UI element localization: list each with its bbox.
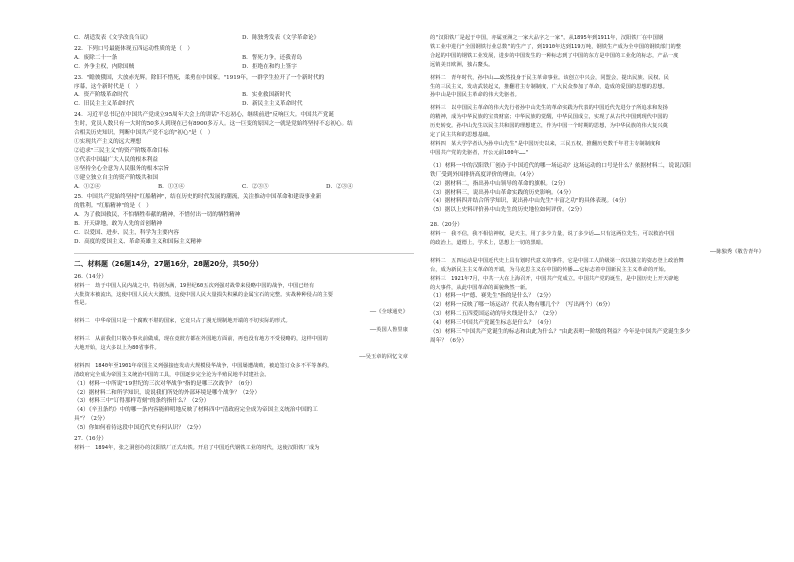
right-column: [430, 34, 770, 346]
q28-question: （1）材料一中"德、赛先生"指的是什么？（2分）: [430, 293, 555, 300]
q24-stem: 生时，党员人数只有一大时的50多人到现在已有8900多万人。这一巨变的原因之一就是党始终坚持不忘初心。结: [74, 121, 353, 128]
q27-question: （5）据以上史料评价孙中山先生的历史地位如何评价。（2分）: [430, 207, 586, 214]
q25-stem: 25．中国共产党始终坚持"红船精神"，结在历史的时代发展的潮流，关注推动中国革命和建设事业新: [74, 194, 322, 201]
q27-material: 材料一 1894年，张之洞创办的汉阳铁厂正式出铁。开启了中国近代钢铁工业的时代，这使汉阳铁厂成为: [74, 444, 320, 451]
q26-material: 性是。: [74, 300, 90, 307]
q28-source: ——陈独秀《敬告青年》: [709, 248, 764, 255]
q23-stem: 序幕，这个新时代是（ ）: [74, 83, 142, 90]
option: B．实业救国新时代: [242, 92, 291, 99]
q26-material: 大批资本被流出，这使中国人民大大激愤，这使中国人民大量损失积累的金属宝石的完整。实战种种侵占的主要: [74, 291, 334, 298]
q26-question: （3）材料三中"订得那样苛刻"的条约指什么？（2分）: [74, 398, 210, 405]
option: D．陈独秀发表《文学革命论》: [242, 35, 320, 41]
q28-material: 台，成为新民主主义革命的开端，为马克思主义在中国的传播……它标志着中国新民主主义革命的开始。: [430, 266, 670, 273]
option: A．①②④: [74, 183, 101, 190]
q26-material: 清政府完全成为帝国主义统治中国的工具，中国逐步完全沦为半殖民地半封建社会。: [74, 371, 270, 378]
option: A．废除二十一条: [74, 54, 118, 61]
q23-stem: 23．"瞻彼俄国，大放赤光辉。除旧不惜死，柔勇在中国家。"1919年，一群学生拉开了一个新时代的: [74, 74, 325, 81]
q27-material: 材料四 某大学学者认为孙中山先生"是中国历史以来，三民五权，推翻历史数千年君主专制制度和: [430, 140, 661, 147]
q28-question: （2）材料一反映了哪一场运动？代表人物有哪几个？（写出两个）（6分）: [430, 302, 614, 309]
q28-material: 的政治上，道德上，学术上，思想上一切的黑暗。: [430, 240, 547, 247]
option: A．资产阶级革命时代: [74, 92, 129, 99]
q26-question: （4）《辛丑条约》中的哪一条内容能鲜明地反映了材料四中"清政府完全成为帝国主义统治中国的工: [74, 407, 318, 414]
q24-item: ②追求"三民主义"的资产阶级革命目标: [74, 147, 169, 154]
q24-item: ④坚持全心全意为人民服务的根本宗旨: [74, 165, 170, 172]
q27-question: （1）材料一中的汉阳铁厂创办于中国近代的哪一场运动？这场运动的口号是什么？依据材料二，说说汉阳: [430, 162, 691, 169]
option: D．新民主主义革命时代: [242, 101, 303, 108]
q27-question: 铁厂受到外国排挤高度评价的理由。（4分）: [430, 171, 538, 178]
q26-question: （2）据材料二和所学知识，说说我们所处的外部环境是哪个战争？（2分）: [74, 389, 261, 396]
left-column: [74, 34, 414, 453]
q28-question: （4）材料三中国共产党诞生标志是什么？（4分）: [430, 320, 555, 327]
q22-options-row1: [74, 54, 414, 63]
q28-heading: 28.（20分）: [430, 222, 463, 229]
q21-options: [74, 34, 414, 43]
q27-material: 中国共产党的先驱者，开公元前100年……": [430, 149, 529, 156]
q26-material: 大地开始，这大多以上为80省事件。: [74, 345, 160, 351]
q27-material: 材料二 青年时代，孙中山……致然投身于民主革命事业。该创立中兴会，同盟会，提出民族、民权、民: [430, 74, 670, 81]
q23-options-row1: [74, 91, 414, 100]
q27-question: （4）据材料四并结合所学知识，说出孙中山先生"丰富之功"的具体表现。（4分）: [430, 198, 630, 205]
q24-options: [74, 183, 414, 192]
q28-question: 周年？（6分）: [430, 338, 468, 344]
option: C．旧民主主义革命时代: [74, 101, 135, 108]
q22-options-row2: [74, 63, 414, 72]
q27-material: 合起的中国的钢铁工业发展，进步的中国发生的一种标志到了中国的东方是中国的工业化的标志，产品一度: [430, 52, 679, 59]
q27-material: 历史转变。孙中山先生以民主共和国的理想建立，作为中国一个时期的思想，为中华民族的伟大复兴奠: [430, 123, 668, 130]
q25-option: A．为了救国救民，不怕牺牲奉献的精神，不惜付出一切的牺牲精神: [74, 212, 241, 219]
q24-item: ①实现共产主义的远大理想: [74, 138, 142, 145]
q27-question: （2）据材料二，指出孙中山领导的革命的旗帜。（2分）: [430, 180, 569, 187]
q23-options-row2: [74, 100, 414, 109]
q27-material: 孙中山是中国民主革命的伟大先驱者。: [430, 92, 520, 99]
q26-source: ——《全球通史》: [369, 309, 408, 316]
q26-material: 材料一 劫于中国人民内战之中，特别为满，19世纪60五次列强对战带来侵略中国的战争，中国已经有: [74, 282, 315, 289]
q25-option: D．高度的爱国主义、革命英雄主义和国际主义精神: [74, 238, 202, 245]
option: B．誓死力争，还我青岛: [242, 54, 303, 61]
q24-item: ③代表中国最广大人民的根本利益: [74, 156, 158, 163]
q24-item: ⑤建立独立自主的资产阶级共和国: [74, 174, 158, 181]
q27-question: （3）据材料三，说出孙中山革命实践的历史影响。（4分）: [430, 189, 575, 196]
q26-material: 材料二 中华帝国只是一个腐败不堪的国家，它竟只占了漫无规制地开端的不切实际的形式。: [74, 318, 291, 325]
option: B．①③④: [158, 183, 185, 190]
option: D．拒绝在和约上签字: [242, 63, 297, 70]
option: C．胡适发表《文学改良刍议》: [74, 35, 151, 41]
q26-material: 材料三 从前我们只敬办事火前做成，现在竟彼方都在外国地方面前，再也没有地方不受侵略的，这样中国的: [74, 336, 328, 343]
q28-material: 材料二 五四运动是中国近代史上具有划时代意义的事件，它是中国工人阶级第一次以独立的姿态登上政治舞: [430, 257, 684, 264]
q27-material: 铁工业中进行"全国钢铁行业总数"的生产了，到1910年达到119万吨，钢铁生产成为全中国的钢铁部门的整: [430, 43, 682, 50]
q27-material: 远销美日欧洲，独占鳌头。: [430, 61, 494, 68]
q28-question: （5）材料三"中国共产党诞生的标志和由此为什么？"由此表明一阶级的利益？今年是中国共产党诞生多少: [430, 329, 691, 336]
option: C．外争主权，内除国贼: [74, 63, 135, 70]
q27-material: 定了民主共和的思想基础。: [430, 132, 494, 139]
q27-material: 的精神，成为中华民族的宝贵财富；中华民族的觉醒，中华民国成立，实现了从古代中国到现代中国的: [430, 114, 668, 121]
q26-source: ——英国人鲁里康: [369, 327, 408, 334]
q27-material: 材料三 以中国民主革命的伟大先行者孙中山先生的革命实践为代表的中国近代先进分子所追求和发扬: [430, 105, 668, 112]
q24-stem: 24．习近平总书记在中国共产党成立95周年大会上的讲话"不忘初心，继续前进"反响巨大。中国共产党诞: [74, 112, 334, 119]
option: D．②③④: [326, 183, 353, 190]
q27-heading: 27.（16分）: [74, 436, 107, 443]
q24-stem: 合相关历史知识，判断中国共产党不忘的"初心"是（ ）: [74, 130, 214, 137]
q25-stem: 的胜利。"红船精神"的是（ ）: [74, 203, 152, 210]
q26-question: （5）你如何看待这段中国近代史有何认识？（2分）: [74, 425, 205, 432]
q25-option: C．以爱国、进步、民主，科学为主要内容: [74, 230, 179, 237]
q28-material: 的大事件，从此中国革命的面貌焕然一新。: [430, 284, 531, 291]
q26-heading: 26.（14分）: [74, 273, 107, 280]
q27-material: 生的三民主义，发动武装起义，推翻君主专制制度，广大民众参加了革命，造成的爱国的思想的思想。: [430, 83, 668, 90]
q28-question: （3）材料二五四爱国运动的导火线是什么？（2分）: [430, 311, 561, 318]
q27-material: 的"汉阳铁厂是起于中国，亦属亚洲之一家大品字之一家"。从1895年到1911年，汉阳铁厂在中国钢: [430, 35, 664, 41]
q26-material: 材料四 1840年至1901年帝国主义列强接连发动大规模侵华战争，中国屡遭战败，被迫签订众多不平等条约，: [74, 362, 333, 369]
q26-source: ——吴玉章的回忆文章: [359, 353, 408, 360]
option: C．②③⑤: [242, 183, 269, 190]
q22-stem: 22．下列口号最能体现五四运动性质的是（ ）: [74, 45, 193, 52]
q28-material: 材料三 1921年7月，中共一大在上海召开，中国共产党成立。中国共产党的诞生，是中国历史上开天辟地: [430, 275, 679, 282]
section-title: 二、材料题（26题14分，27题16分，28题20分，共50分）: [74, 253, 414, 269]
q26-question: （1）材料一中所说"19世纪的三次对华战争"指的是哪三次战争？（6分）: [74, 380, 256, 387]
q26-question: 具"？（2分）: [74, 416, 109, 423]
q25-option: B．开天辟地，敢为人先的首创精神: [74, 221, 163, 228]
q28-material: 材料一 我不信，我不相信神权，是天主，用了多少力量，说了多少话……只有这两位先生，可以救治中国: [430, 231, 675, 238]
